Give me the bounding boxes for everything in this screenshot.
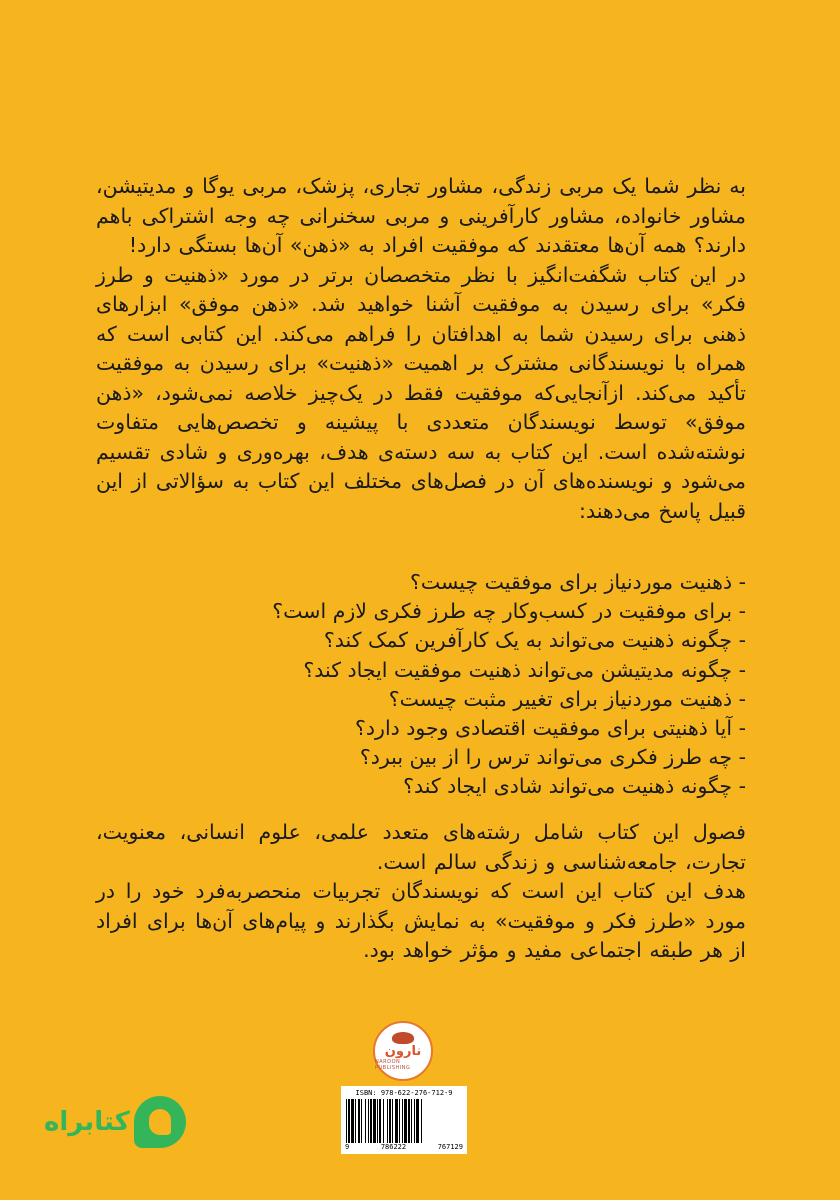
question-item: - آیا ذهنیتی برای موفقیت اقتصادی وجود دارد؟: [355, 716, 746, 741]
outro-paragraph-1: فصول این کتاب شامل رشته‌های متعدد علمی، علوم انسانی، معنویت، تجارت، جامعه‌شناسی و زندگی سالم است.: [96, 820, 746, 874]
isbn-label: ISBN: 978-622-276-712-9: [355, 1089, 453, 1097]
barcode-bar: [368, 1099, 369, 1143]
barcode-bars: [345, 1099, 463, 1143]
barcode-bar: [383, 1099, 384, 1143]
barcode-bar: [421, 1099, 422, 1143]
barcode-bar: [370, 1099, 372, 1143]
question-item: - چه طرز فکری می‌تواند ترس را از بین ببرد؟: [359, 745, 746, 770]
question-item: - ذهنیت موردنیاز برای موفقیت چیست؟: [409, 570, 746, 594]
publisher-subtitle: NAROON PUBLISHING: [375, 1058, 411, 1071]
barcode-bar: [377, 1099, 378, 1143]
publisher-name: نارون: [384, 1043, 422, 1059]
question-item: - چگونه ذهنیت می‌تواند شادی ایجاد کند؟: [403, 774, 746, 799]
barcode-bar: [392, 1099, 393, 1143]
barcode-digits: [345, 1143, 463, 1151]
barcode-bar: [351, 1099, 354, 1143]
barcode-bar: [387, 1099, 388, 1143]
question-list: [96, 568, 746, 802]
barcode-bar: [389, 1099, 391, 1143]
question-item: - برای موفقیت در کسب‌وکار چه طرز فکری لازم است؟: [272, 599, 746, 624]
barcode-bar: [365, 1099, 366, 1143]
barcode-bar: [379, 1099, 381, 1143]
ketabrah-logo-icon: [134, 1096, 186, 1148]
barcode-bar: [399, 1099, 400, 1143]
barcode-bar: [355, 1099, 356, 1143]
barcode-bar: [358, 1099, 360, 1143]
barcode-digits-right: 767129: [437, 1143, 463, 1151]
barcode-bar: [416, 1099, 419, 1143]
barcode-bar: [373, 1099, 376, 1143]
question-item: - ذهنیت موردنیاز برای تغییر مثبت چیست؟: [388, 686, 746, 711]
question-item: - چگونه مدیتیشن می‌تواند ذهنیت موفقیت ایجاد کند؟: [303, 657, 746, 682]
ketabrah-brand: [44, 1092, 186, 1152]
barcode-bar: [361, 1099, 362, 1143]
barcode-bar: [346, 1099, 347, 1143]
outro-text: [96, 818, 746, 966]
intro-text: [96, 172, 746, 526]
tree-icon: [392, 1032, 414, 1044]
intro-paragraph-1: به نظر شما یک مربی زندگی، مشاور تجاری، پزشک، مربی یوگا و مدیتیشن، مشاور خانواده، مشاور کارآفرینی و مربی سخنرانی چه وجه اشتراکی باهم دارند؟ همه آن‌ها معتقدند که موفقیت افراد به «ذهن» آن‌ها بستگی دارد!: [96, 174, 746, 257]
barcode-bar: [395, 1099, 398, 1143]
barcode-bar: [402, 1099, 403, 1143]
barcode-bar: [348, 1099, 350, 1143]
barcode-bar: [404, 1099, 407, 1143]
barcode-bar: [411, 1099, 412, 1143]
barcode-digits-mid: 786222: [380, 1143, 407, 1151]
brand-name: کتابراه: [44, 1107, 130, 1137]
question-item: - چگونه ذهنیت می‌تواند به یک کارآفرین کمک کند؟: [323, 628, 746, 653]
publisher-logo: [373, 1021, 433, 1081]
barcode-digit-left: 9: [345, 1143, 350, 1151]
intro-paragraph-2: در این کتاب شگفت‌انگیز با نظر متخصصان برتر در مورد «ذهنیت و طرز فکر» برای رسیدن به موفقیت آشنا خواهید شد. «ذهن موفق» ابزارهای ذهنی برای رسیدن شما به اهدافتان را فراهم می‌کند. این کتابی است که همراه با نویسندگانی مشترک بر اهمیت «ذهنیت» برای رسیدن به موفقیت تأکید می‌کند. ازآنجایی‌که موفقیت فقط در یک‌چیز خلاصه نمی‌شود، «ذهن موفق» توسط نویسندگان متعددی با پیشینه و تخصص‌هایی متفاوت نوشته‌شده است. این کتاب به سه دسته‌ی هدف، بهره‌وری و شادی تقسیم می‌شود و نویسنده‌های آن در فصل‌های مختلف این کتاب به سؤالاتی از این قبیل پاسخ می‌دهند:: [96, 262, 746, 523]
isbn-barcode: [341, 1086, 467, 1154]
barcode-bar: [414, 1099, 415, 1143]
barcode-bar: [408, 1099, 410, 1143]
outro-paragraph-2: هدف این کتاب این است که نویسندگان تجربیات منحصربه‌فرد خود را در مورد «طرز فکر و موفقیت» به نمایش بگذارند و پیام‌های آن‌ها برای افراد از هر طبقه اجتماعی مفید و مؤثر خواهد بود.: [96, 879, 746, 962]
